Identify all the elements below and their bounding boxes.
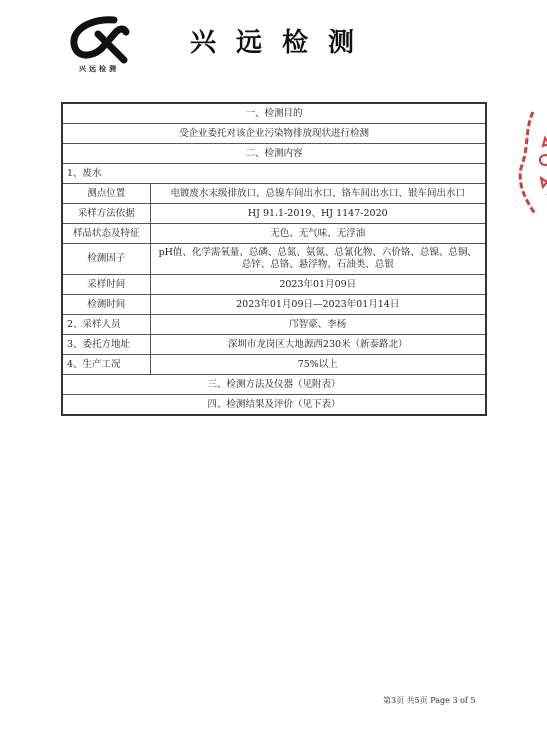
table-row bbox=[62, 224, 486, 244]
section-row bbox=[62, 375, 486, 395]
row-label: 采样时间 bbox=[62, 275, 150, 295]
section-title: 二、检测内容 bbox=[62, 144, 486, 164]
table-row bbox=[62, 184, 486, 204]
row-label: 2、采样人员 bbox=[62, 315, 150, 335]
item-title: 1、废水 bbox=[62, 164, 486, 184]
row-value: 2023年01月09日 bbox=[150, 275, 486, 295]
row-value: 邝智豪、李杨 bbox=[150, 315, 486, 335]
purpose-row bbox=[62, 124, 486, 144]
page-title: 兴远检测 bbox=[190, 28, 375, 58]
row-value: HJ 91.1-2019、HJ 1147-2020 bbox=[150, 204, 486, 224]
page-number: 第3页 共5页 Page 3 of 5 bbox=[383, 696, 476, 705]
table-row bbox=[62, 204, 486, 224]
item-row bbox=[62, 164, 486, 184]
row-value: 深圳市龙岗区大地源西230米（新泰路北） bbox=[150, 335, 486, 355]
row-value: 电镀废水末级排放口、总镍车间出水口、铬车间出水口、银车间出水口 bbox=[150, 184, 486, 204]
row-value: 2023年01月09日—2023年01月14日 bbox=[150, 295, 486, 315]
logo-caption: 兴远检测 bbox=[79, 64, 119, 73]
table-row bbox=[62, 244, 486, 275]
row-label: 采样方法依据 bbox=[62, 204, 150, 224]
row-label: 检测时间 bbox=[62, 295, 150, 315]
seal-stamp bbox=[515, 108, 547, 218]
section-title: 一、检测目的 bbox=[62, 103, 486, 124]
table-row bbox=[62, 335, 486, 355]
table-row bbox=[62, 355, 486, 375]
table-row bbox=[62, 315, 486, 335]
row-label: 3、委托方地址 bbox=[62, 335, 150, 355]
row-label: 样品状态及特征 bbox=[62, 224, 150, 244]
section-row bbox=[62, 395, 486, 416]
purpose-text: 受企业委托对该企业污染物排放现状进行检测 bbox=[62, 124, 486, 144]
section-row bbox=[62, 144, 486, 164]
row-label: 检测因子 bbox=[62, 244, 150, 275]
section-title: 四、检测结果及评价（见下表） bbox=[62, 395, 486, 416]
section-title: 三、检测方法及仪器（见附表） bbox=[62, 375, 486, 395]
section-row bbox=[62, 103, 486, 124]
table-row bbox=[62, 275, 486, 295]
row-value: 75%以上 bbox=[150, 355, 486, 375]
row-value: pH值、化学需氧量、总磷、总氮、氨氮、总氰化物、六价铬、总镍、总铜、总锌、总铬、悬浮物、石油类、总银 bbox=[150, 244, 486, 275]
report-table bbox=[61, 102, 487, 416]
row-label: 4、生产工况 bbox=[62, 355, 150, 375]
row-label: 测点位置 bbox=[62, 184, 150, 204]
table-row bbox=[62, 295, 486, 315]
row-value: 无色、无气味、无浮油 bbox=[150, 224, 486, 244]
